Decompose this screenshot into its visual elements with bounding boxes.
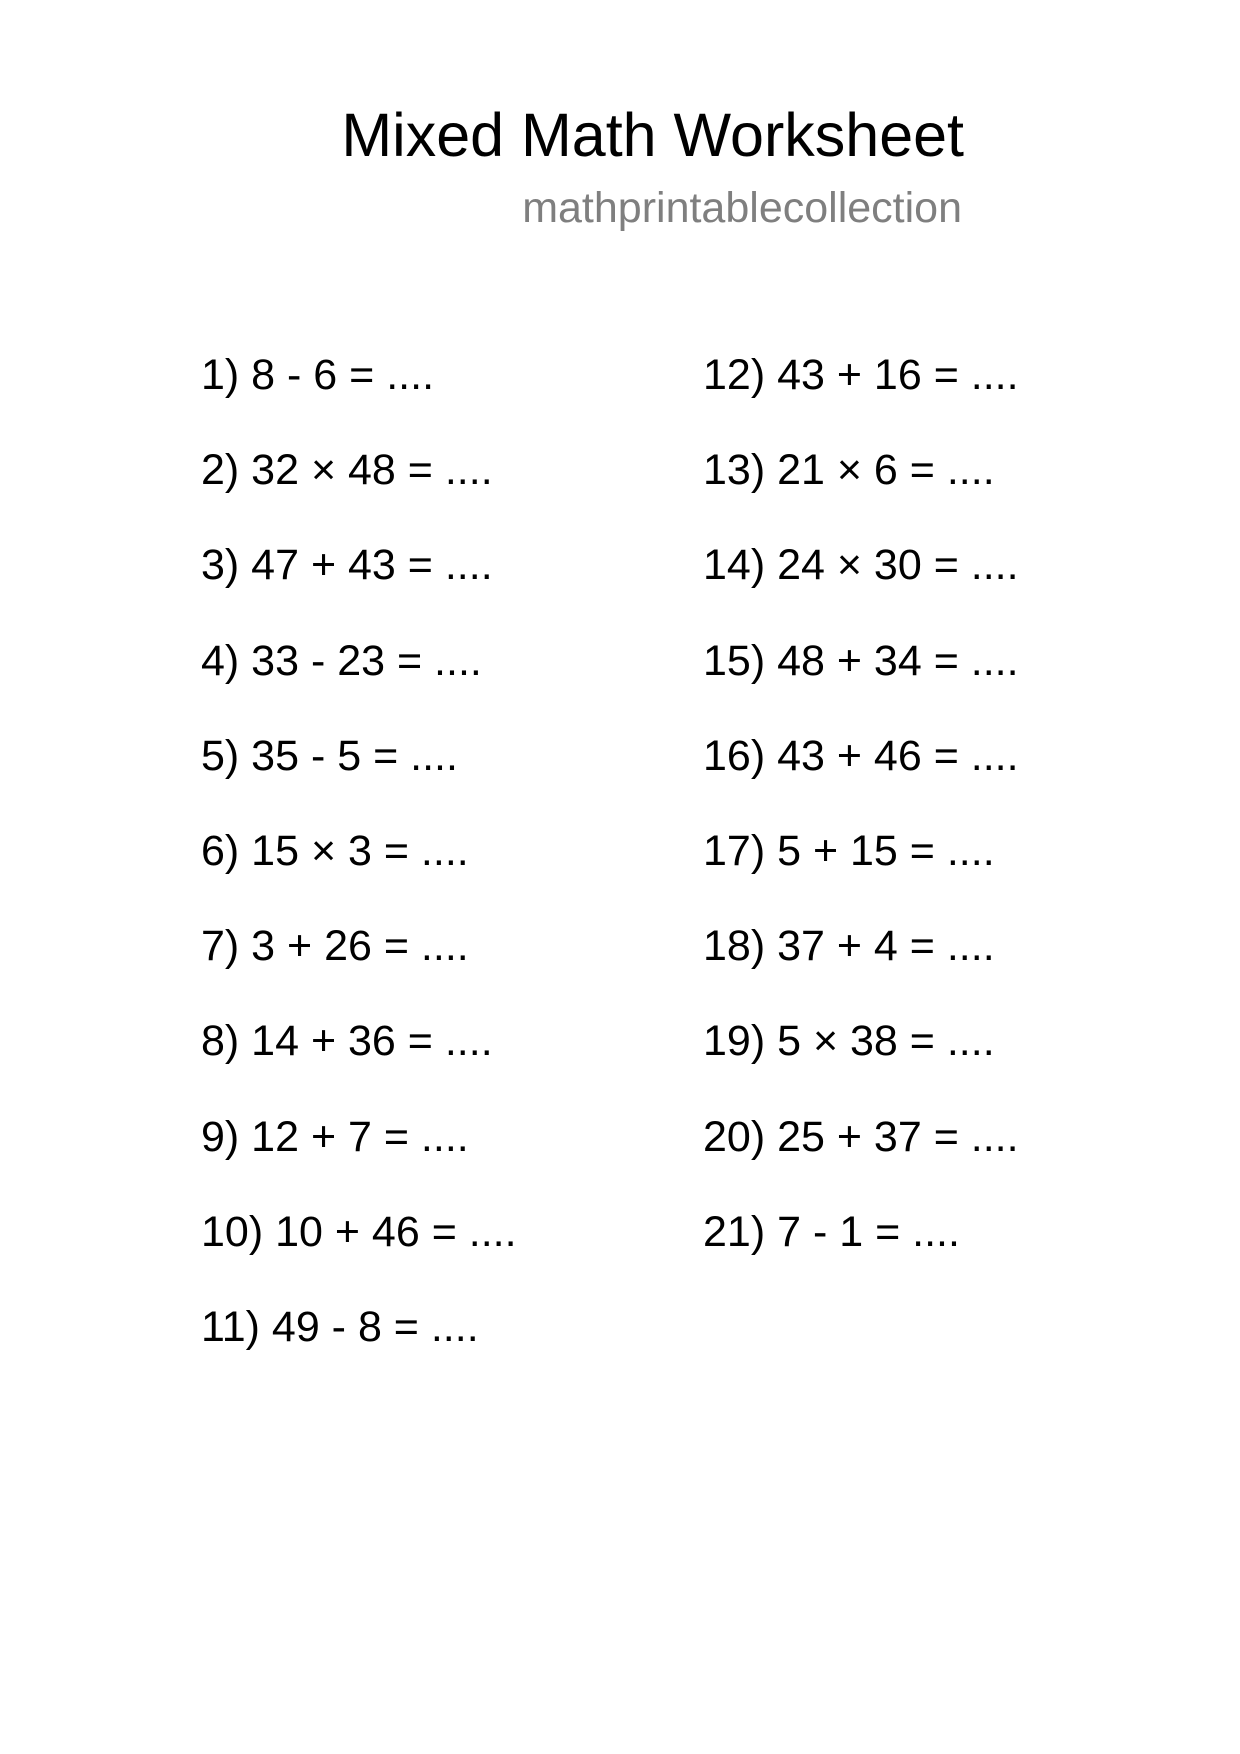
problem-column-right: [703, 349, 1019, 1301]
worksheet-subtitle: mathprintablecollection: [522, 184, 962, 232]
problem-14: 14) 24 × 30 = ....: [703, 541, 1019, 590]
problem-9: 9) 12 + 7 = ....: [201, 1112, 469, 1161]
problem-10: 10) 10 + 46 = ....: [201, 1207, 517, 1256]
worksheet-title: Mixed Math Worksheet: [341, 101, 964, 169]
problem-2: 2) 32 × 48 = ....: [201, 446, 493, 495]
problem-16: 16) 43 + 46 = ....: [703, 731, 1019, 780]
problem-1: 1) 8 - 6 = ....: [201, 351, 435, 399]
problem-4: 4) 33 - 23 = ....: [201, 636, 482, 685]
problem-17: 17) 5 + 15 = ....: [703, 826, 995, 875]
problem-19: 19) 5 × 38 = ....: [703, 1017, 995, 1066]
problem-column-left: [201, 349, 517, 1396]
problem-15: 15) 48 + 34 = ....: [703, 636, 1019, 685]
problem-3: 3) 47 + 43 = ....: [201, 541, 493, 590]
problem-18: 18) 37 + 4 = ....: [703, 922, 995, 971]
problem-7: 7) 3 + 26 = ....: [201, 922, 469, 971]
problem-20: 20) 25 + 37 = ....: [703, 1112, 1019, 1161]
problem-13: 13) 21 × 6 = ....: [703, 446, 995, 495]
problem-12: 12) 43 + 16 = ....: [703, 351, 1019, 399]
problem-8: 8) 14 + 36 = ....: [201, 1017, 493, 1066]
problem-21: 21) 7 - 1 = ....: [703, 1207, 960, 1256]
problem-5: 5) 35 - 5 = ....: [201, 731, 458, 780]
problem-11: 11) 49 - 8 = ....: [201, 1302, 479, 1351]
problem-6: 6) 15 × 3 = ....: [201, 826, 469, 875]
